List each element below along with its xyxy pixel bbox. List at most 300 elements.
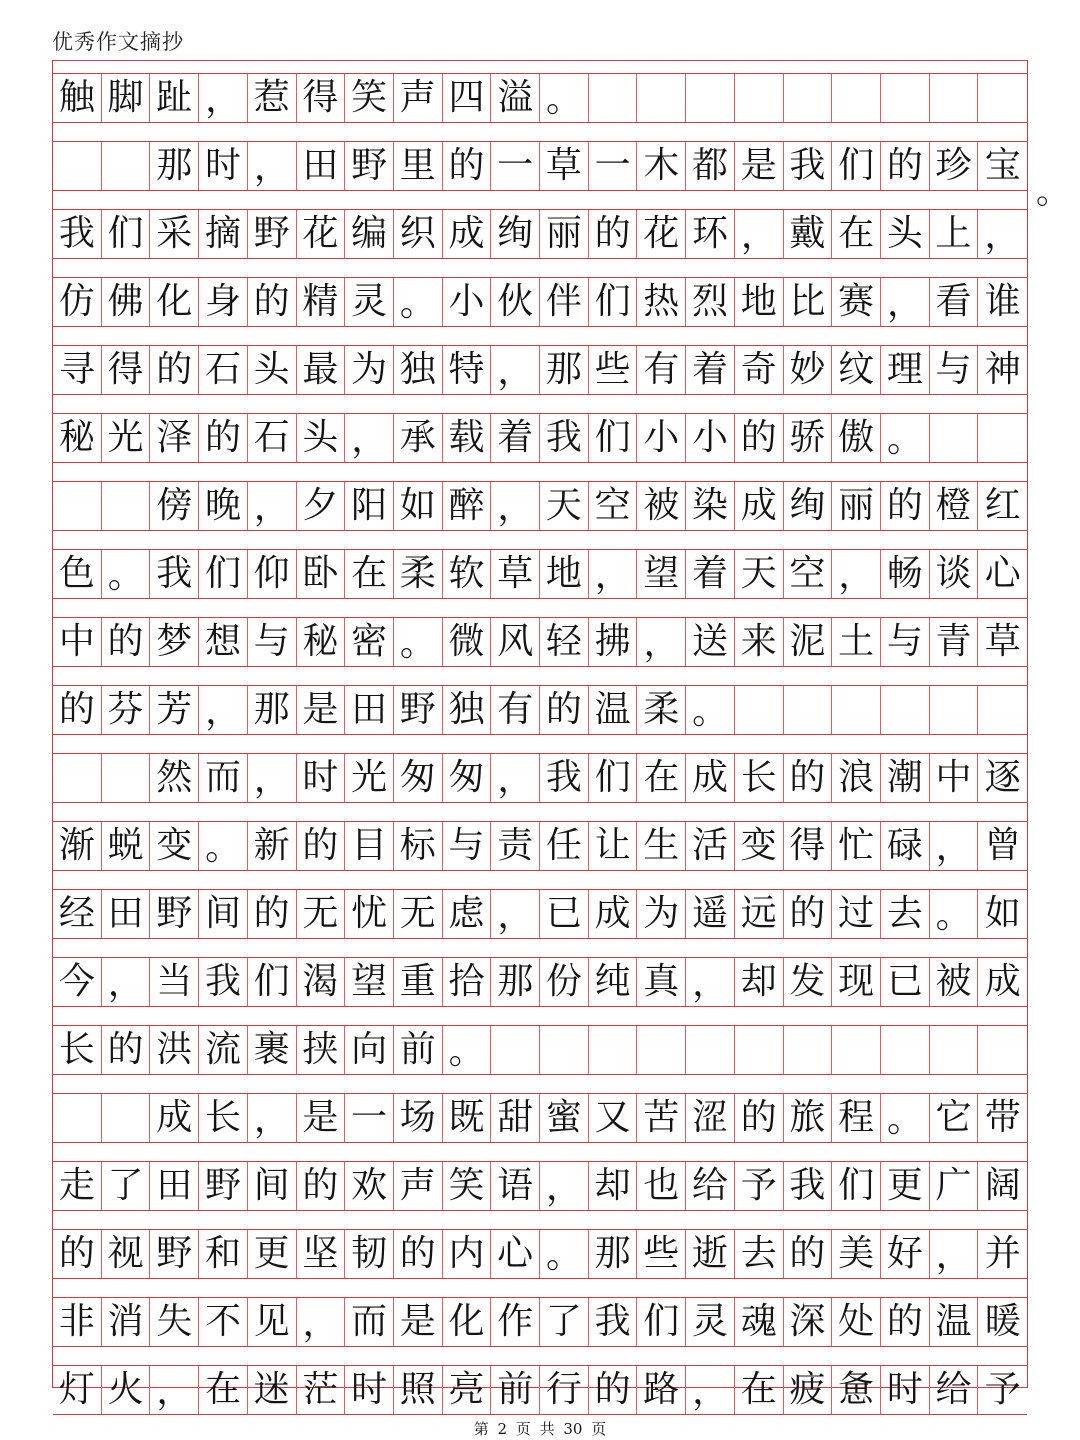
grid-cell: 想 xyxy=(199,618,248,666)
grid-cell: 有 xyxy=(491,686,540,734)
grid-cell: 珍 xyxy=(930,142,979,190)
grid-cell: 田 xyxy=(297,142,346,190)
grid-cell: 。 xyxy=(930,890,979,938)
grid-cell: 花 xyxy=(637,210,686,258)
grid-cell: 蜕 xyxy=(102,822,151,870)
grid-cell: 忙 xyxy=(832,822,881,870)
grid-cell: 傍 xyxy=(150,482,199,530)
grid-cell: 小 xyxy=(637,414,686,462)
grid-cell: 长 xyxy=(53,1026,102,1074)
grid-cell: 得 xyxy=(784,822,833,870)
grid-cell: ， xyxy=(686,1366,735,1414)
grid-cell: 的 xyxy=(248,890,297,938)
grid-cell: 它 xyxy=(930,1094,979,1142)
grid-cell: 傲 xyxy=(832,414,881,462)
grid-cell xyxy=(491,1026,540,1074)
grid-cell: 的 xyxy=(297,1162,346,1210)
grid-cell: 我 xyxy=(540,754,589,802)
grid-cell: 草 xyxy=(540,142,589,190)
grid-cell: 声 xyxy=(394,74,443,122)
grid-cell xyxy=(540,1026,589,1074)
grid-cell: 红 xyxy=(984,485,1021,526)
grid-cell: 暖 xyxy=(984,1301,1021,1342)
grid-cell: 软 xyxy=(443,550,492,598)
grid-cell: 消 xyxy=(102,1298,151,1346)
grid-cell: 的 xyxy=(297,822,346,870)
grid-cell: 野 xyxy=(345,142,394,190)
grid-cell: ， xyxy=(248,1094,297,1142)
grid-cell: 成 xyxy=(686,754,735,802)
grid-cell: 失 xyxy=(150,1298,199,1346)
grid-cell xyxy=(832,74,881,122)
grid-cell: 和 xyxy=(199,1230,248,1278)
grid-row xyxy=(53,1229,1027,1279)
grid-cell: ， xyxy=(199,74,248,122)
grid-cell: 草 xyxy=(491,550,540,598)
grid-cell: 远 xyxy=(735,890,784,938)
grid-cell: 魂 xyxy=(735,1298,784,1346)
grid-cell: 田 xyxy=(150,1162,199,1210)
grid-cell: 夕 xyxy=(297,482,346,530)
grid-cell: 。 xyxy=(443,1026,492,1074)
grid-cell: 在 xyxy=(735,1366,784,1414)
grid-cell: 石 xyxy=(248,414,297,462)
grid-cell: 成 xyxy=(443,210,492,258)
grid-row xyxy=(53,481,1027,531)
grid-cell: 灵 xyxy=(686,1298,735,1346)
grid-cell xyxy=(589,1026,638,1074)
grid-cell: 场 xyxy=(394,1094,443,1142)
grid-cell: 上 xyxy=(930,210,979,258)
grid-cell: 苦 xyxy=(637,1094,686,1142)
grid-cell: 了 xyxy=(540,1298,589,1346)
grid-cell: 身 xyxy=(199,278,248,326)
grid-cell xyxy=(930,74,979,122)
grid-cell: 那 xyxy=(540,346,589,394)
grid-cell: 伴 xyxy=(540,278,589,326)
grid-cell: 的 xyxy=(784,890,833,938)
grid-cell: 的 xyxy=(589,210,638,258)
grid-cell: 予 xyxy=(735,1162,784,1210)
grid-cell: 谈 xyxy=(930,550,979,598)
grid-cell: 微 xyxy=(443,618,492,666)
document-header: 优秀作文摘抄 xyxy=(52,30,184,54)
grid-cell: ， xyxy=(984,215,1021,256)
grid-cell: 。 xyxy=(540,1230,589,1278)
grid-row xyxy=(53,1297,1027,1347)
grid-cell: 绚 xyxy=(784,482,833,530)
grid-cell xyxy=(832,1026,881,1074)
grid-cell: 载 xyxy=(443,414,492,462)
grid-row xyxy=(53,413,1027,463)
grid-cell: 轻 xyxy=(540,618,589,666)
grid-cell: ， xyxy=(491,346,540,394)
grid-cell: 灵 xyxy=(345,278,394,326)
grid-cell: 。 xyxy=(881,1094,930,1142)
grid-cell: 甜 xyxy=(491,1094,540,1142)
grid-cell: 们 xyxy=(637,1298,686,1346)
grid-cell: 泥 xyxy=(784,618,833,666)
grid-cell: 那 xyxy=(589,1230,638,1278)
grid-cell: 既 xyxy=(443,1094,492,1142)
grid-cell: 野 xyxy=(150,1230,199,1278)
grid-cell: 而 xyxy=(345,1298,394,1346)
grid-cell xyxy=(978,686,1027,734)
grid-cell: 宝 xyxy=(984,145,1021,186)
grid-cell: 目 xyxy=(345,822,394,870)
grid-cell: 们 xyxy=(589,414,638,462)
grid-cell: 去 xyxy=(735,1230,784,1278)
grid-row xyxy=(53,1093,1027,1143)
grid-row xyxy=(53,1365,1027,1415)
grid-cell xyxy=(686,1026,735,1074)
grid-cell: 摘 xyxy=(199,210,248,258)
grid-cell: 伙 xyxy=(491,278,540,326)
grid-cell: 是 xyxy=(394,1298,443,1346)
grid-cell: ， xyxy=(491,890,540,938)
grid-cell: 密 xyxy=(345,618,394,666)
grid-cell: 在 xyxy=(637,754,686,802)
grid-cell: 长 xyxy=(735,754,784,802)
grid-cell: 与 xyxy=(443,822,492,870)
grid-cell: 裹 xyxy=(248,1026,297,1074)
grid-cell: ， xyxy=(491,482,540,530)
grid-cell: 热 xyxy=(637,278,686,326)
grid-cell: 惫 xyxy=(832,1366,881,1414)
grid-cell: 见 xyxy=(248,1298,297,1346)
grid-cell: 广 xyxy=(930,1162,979,1210)
grid-cell: 我 xyxy=(540,414,589,462)
grid-cell: 匆 xyxy=(443,754,492,802)
grid-cell: 丽 xyxy=(540,210,589,258)
grid-cell: 地 xyxy=(735,278,784,326)
grid-cell: 时 xyxy=(297,754,346,802)
grid-cell: 石 xyxy=(199,346,248,394)
grid-cell: 予 xyxy=(984,1369,1021,1410)
grid-cell: 心 xyxy=(984,553,1021,594)
grid-cell: 芳 xyxy=(150,686,199,734)
grid-cell: 标 xyxy=(394,822,443,870)
grid-cell: 趾 xyxy=(150,74,199,122)
grid-cell: 在 xyxy=(345,550,394,598)
grid-cell: 的 xyxy=(540,686,589,734)
grid-cell: 的 xyxy=(53,686,102,734)
grid-cell: 野 xyxy=(248,210,297,258)
grid-cell: 田 xyxy=(102,890,151,938)
grid-row xyxy=(53,141,1027,191)
grid-cell: 秘 xyxy=(53,414,102,462)
grid-cell: 木 xyxy=(637,142,686,190)
grid-cell: 真 xyxy=(637,958,686,1006)
grid-cell: 为 xyxy=(345,346,394,394)
grid-cell: 已 xyxy=(881,958,930,1006)
grid-cell: 碌 xyxy=(881,822,930,870)
grid-cell: 特 xyxy=(443,346,492,394)
grid-cell: 织 xyxy=(394,210,443,258)
grid-cell: 那 xyxy=(248,686,297,734)
grid-cell: 已 xyxy=(540,890,589,938)
grid-cell xyxy=(102,482,151,530)
grid-cell: 我 xyxy=(784,1162,833,1210)
grid-cell: 妙 xyxy=(784,346,833,394)
grid-cell: 新 xyxy=(248,822,297,870)
grid-cell: 茫 xyxy=(297,1366,346,1414)
grid-cell xyxy=(930,1026,979,1074)
grid-cell: 作 xyxy=(491,1298,540,1346)
grid-cell: 野 xyxy=(150,890,199,938)
grid-row xyxy=(53,821,1027,871)
grid-cell: ， xyxy=(881,278,930,326)
page-footer: 第 2 页 共 30 页 xyxy=(473,1420,607,1438)
grid-cell: 在 xyxy=(199,1366,248,1414)
grid-cell: 四 xyxy=(443,74,492,122)
grid-cell: 无 xyxy=(297,890,346,938)
grid-cell: 送 xyxy=(686,618,735,666)
grid-cell: 秘 xyxy=(297,618,346,666)
grid-row xyxy=(53,73,1027,123)
grid-cell: 前 xyxy=(491,1366,540,1414)
grid-cell: 着 xyxy=(686,346,735,394)
grid-cell: 。 xyxy=(394,278,443,326)
grid-cell: 。 xyxy=(686,686,735,734)
grid-cell: 活 xyxy=(686,822,735,870)
grid-cell: 的 xyxy=(150,346,199,394)
grid-cell: 向 xyxy=(345,1026,394,1074)
grid-cell: 让 xyxy=(589,822,638,870)
grid-cell: 时 xyxy=(345,1366,394,1414)
grid-cell xyxy=(53,1094,102,1142)
grid-cell: 里 xyxy=(394,142,443,190)
grid-cell xyxy=(53,754,102,802)
grid-cell: 的 xyxy=(248,278,297,326)
grid-cell xyxy=(978,414,1027,462)
grid-cell: 承 xyxy=(394,414,443,462)
grid-cell: 着 xyxy=(686,550,735,598)
grid-cell: 内 xyxy=(443,1230,492,1278)
grid-cell: 看 xyxy=(930,278,979,326)
grid-cell: ， xyxy=(248,142,297,190)
grid-cell: 光 xyxy=(345,754,394,802)
grid-cell: 路 xyxy=(637,1366,686,1414)
grid-cell xyxy=(784,1026,833,1074)
grid-cell: 却 xyxy=(589,1162,638,1210)
grid-cell: 逝 xyxy=(686,1230,735,1278)
grid-cell: 更 xyxy=(881,1162,930,1210)
grid-cell: 奇 xyxy=(735,346,784,394)
grid-cell: 野 xyxy=(199,1162,248,1210)
grid-cell: 谁 xyxy=(984,281,1021,322)
grid-row xyxy=(53,957,1027,1007)
grid-cell: 光 xyxy=(102,414,151,462)
grid-cell: 风 xyxy=(491,618,540,666)
grid-cell xyxy=(978,74,1027,122)
grid-cell: 小 xyxy=(686,414,735,462)
grid-cell: 忧 xyxy=(345,890,394,938)
grid-cell xyxy=(784,686,833,734)
grid-cell: 好 xyxy=(881,1230,930,1278)
grid-cell: 语 xyxy=(491,1162,540,1210)
grid-cell: 溢 xyxy=(491,74,540,122)
grid-cell: 份 xyxy=(540,958,589,1006)
grid-cell: 中 xyxy=(53,618,102,666)
grid-cell xyxy=(686,74,735,122)
grid-cell: 变 xyxy=(150,822,199,870)
grid-cell: 迷 xyxy=(248,1366,297,1414)
grid-cell: 拾 xyxy=(443,958,492,1006)
grid-cell xyxy=(881,74,930,122)
grid-row xyxy=(53,209,1027,259)
grid-cell: 旅 xyxy=(784,1094,833,1142)
grid-cell: 头 xyxy=(881,210,930,258)
grid-cell: 。 xyxy=(540,74,589,122)
grid-cell: 拂 xyxy=(589,618,638,666)
grid-cell: 笑 xyxy=(345,74,394,122)
grid-cell: 被 xyxy=(930,958,979,1006)
grid-cell: 空 xyxy=(589,482,638,530)
grid-cell: 的 xyxy=(53,1230,102,1278)
grid-cell: 间 xyxy=(199,890,248,938)
grid-cell: 。 xyxy=(102,550,151,598)
grid-cell: 去 xyxy=(881,890,930,938)
grid-cell xyxy=(930,686,979,734)
grid-cell: ， xyxy=(102,958,151,1006)
grid-cell: 有 xyxy=(637,346,686,394)
grid-cell: 潮 xyxy=(881,754,930,802)
grid-cell xyxy=(735,686,784,734)
grid-cell: 与 xyxy=(248,618,297,666)
grid-cell: ， xyxy=(930,1230,979,1278)
grid-cell: 畅 xyxy=(881,550,930,598)
grid-cell: 色 xyxy=(53,550,102,598)
grid-cell: 花 xyxy=(297,210,346,258)
grid-cell: 了 xyxy=(102,1162,151,1210)
grid-cell xyxy=(735,74,784,122)
grid-cell: 虑 xyxy=(443,890,492,938)
grid-cell: 在 xyxy=(832,210,881,258)
grid-cell: 的 xyxy=(881,1298,930,1346)
grid-cell: 的 xyxy=(784,1230,833,1278)
grid-cell: 发 xyxy=(784,958,833,1006)
grid-cell: ， xyxy=(345,414,394,462)
grid-cell: 的 xyxy=(589,1366,638,1414)
grid-cell: 。 xyxy=(881,414,930,462)
grid-cell: ， xyxy=(540,1162,589,1210)
grid-cell: 是 xyxy=(297,1094,346,1142)
grid-cell: 美 xyxy=(832,1230,881,1278)
grid-cell: 环 xyxy=(686,210,735,258)
grid-cell: 独 xyxy=(443,686,492,734)
grid-cell: 与 xyxy=(881,618,930,666)
grid-cell: 韧 xyxy=(345,1230,394,1278)
grid-cell: 被 xyxy=(637,482,686,530)
grid-cell: 间 xyxy=(248,1162,297,1210)
grid-cell: 灯 xyxy=(53,1366,102,1414)
grid-cell: 逐 xyxy=(984,757,1021,798)
grid-cell: 与 xyxy=(930,346,979,394)
grid-cell: 时 xyxy=(199,142,248,190)
grid-cell: 遥 xyxy=(686,890,735,938)
grid-cell: ， xyxy=(150,1366,199,1414)
grid-cell: 的 xyxy=(102,618,151,666)
grid-cell: 得 xyxy=(297,74,346,122)
grid-cell: 如 xyxy=(984,893,1021,934)
grid-cell: 挟 xyxy=(297,1026,346,1074)
grid-cell: 我 xyxy=(784,142,833,190)
grid-cell: 柔 xyxy=(394,550,443,598)
grid-cell xyxy=(102,1094,151,1142)
grid-cell: 。 xyxy=(394,618,443,666)
grid-cell: 天 xyxy=(540,482,589,530)
grid-cell: 化 xyxy=(443,1298,492,1346)
grid-cell: 一 xyxy=(345,1094,394,1142)
grid-cell: ， xyxy=(832,550,881,598)
grid-row xyxy=(53,277,1027,327)
grid-cell: 化 xyxy=(150,278,199,326)
grid-cell: 我 xyxy=(53,210,102,258)
grid-cell: 如 xyxy=(394,482,443,530)
grid-cell: 责 xyxy=(491,822,540,870)
grid-cell: 们 xyxy=(832,142,881,190)
grid-cell xyxy=(978,1026,1027,1074)
grid-cell: 采 xyxy=(150,210,199,258)
grid-cell: 最 xyxy=(297,346,346,394)
grid-cell: 田 xyxy=(345,686,394,734)
grid-cell xyxy=(832,686,881,734)
grid-cell: 过 xyxy=(832,890,881,938)
grid-cell xyxy=(735,1026,784,1074)
grid-cell: 骄 xyxy=(784,414,833,462)
grid-cell: 是 xyxy=(735,142,784,190)
grid-row xyxy=(53,617,1027,667)
grid-cell xyxy=(53,482,102,530)
grid-cell: 染 xyxy=(686,482,735,530)
grid-cell: 我 xyxy=(150,550,199,598)
grid-cell: 醉 xyxy=(443,482,492,530)
grid-cell: 亮 xyxy=(443,1366,492,1414)
grid-cell xyxy=(881,686,930,734)
grid-row xyxy=(53,685,1027,735)
grid-cell: 温 xyxy=(930,1298,979,1346)
grid-cell: ， xyxy=(637,618,686,666)
grid-cell: 得 xyxy=(102,346,151,394)
grid-cell: 更 xyxy=(248,1230,297,1278)
grid-cell: 经 xyxy=(53,890,102,938)
grid-cell: 着 xyxy=(491,414,540,462)
grid-cell: 芬 xyxy=(102,686,151,734)
grid-cell: 泽 xyxy=(150,414,199,462)
grid-cell: 一 xyxy=(589,142,638,190)
grid-cell: 曾 xyxy=(984,825,1021,866)
grid-cell: 渴 xyxy=(297,958,346,1006)
grid-cell: 们 xyxy=(589,754,638,802)
grid-cell: 青 xyxy=(930,618,979,666)
grid-cell: 长 xyxy=(199,1094,248,1142)
grid-cell: 编 xyxy=(345,210,394,258)
grid-cell: 望 xyxy=(637,550,686,598)
grid-cell: 处 xyxy=(832,1298,881,1346)
grid-cell: 仿 xyxy=(53,278,102,326)
grid-cell: ， xyxy=(248,482,297,530)
grid-cell: 蜜 xyxy=(540,1094,589,1142)
grid-row xyxy=(53,1161,1027,1211)
grid-cell: 的 xyxy=(784,754,833,802)
grid-cell: 小 xyxy=(443,278,492,326)
grid-cell: 些 xyxy=(589,346,638,394)
grid-cell: 橙 xyxy=(930,482,979,530)
grid-cell: 走 xyxy=(53,1162,102,1210)
grid-cell: 纯 xyxy=(589,958,638,1006)
grid-cell: 戴 xyxy=(784,210,833,258)
